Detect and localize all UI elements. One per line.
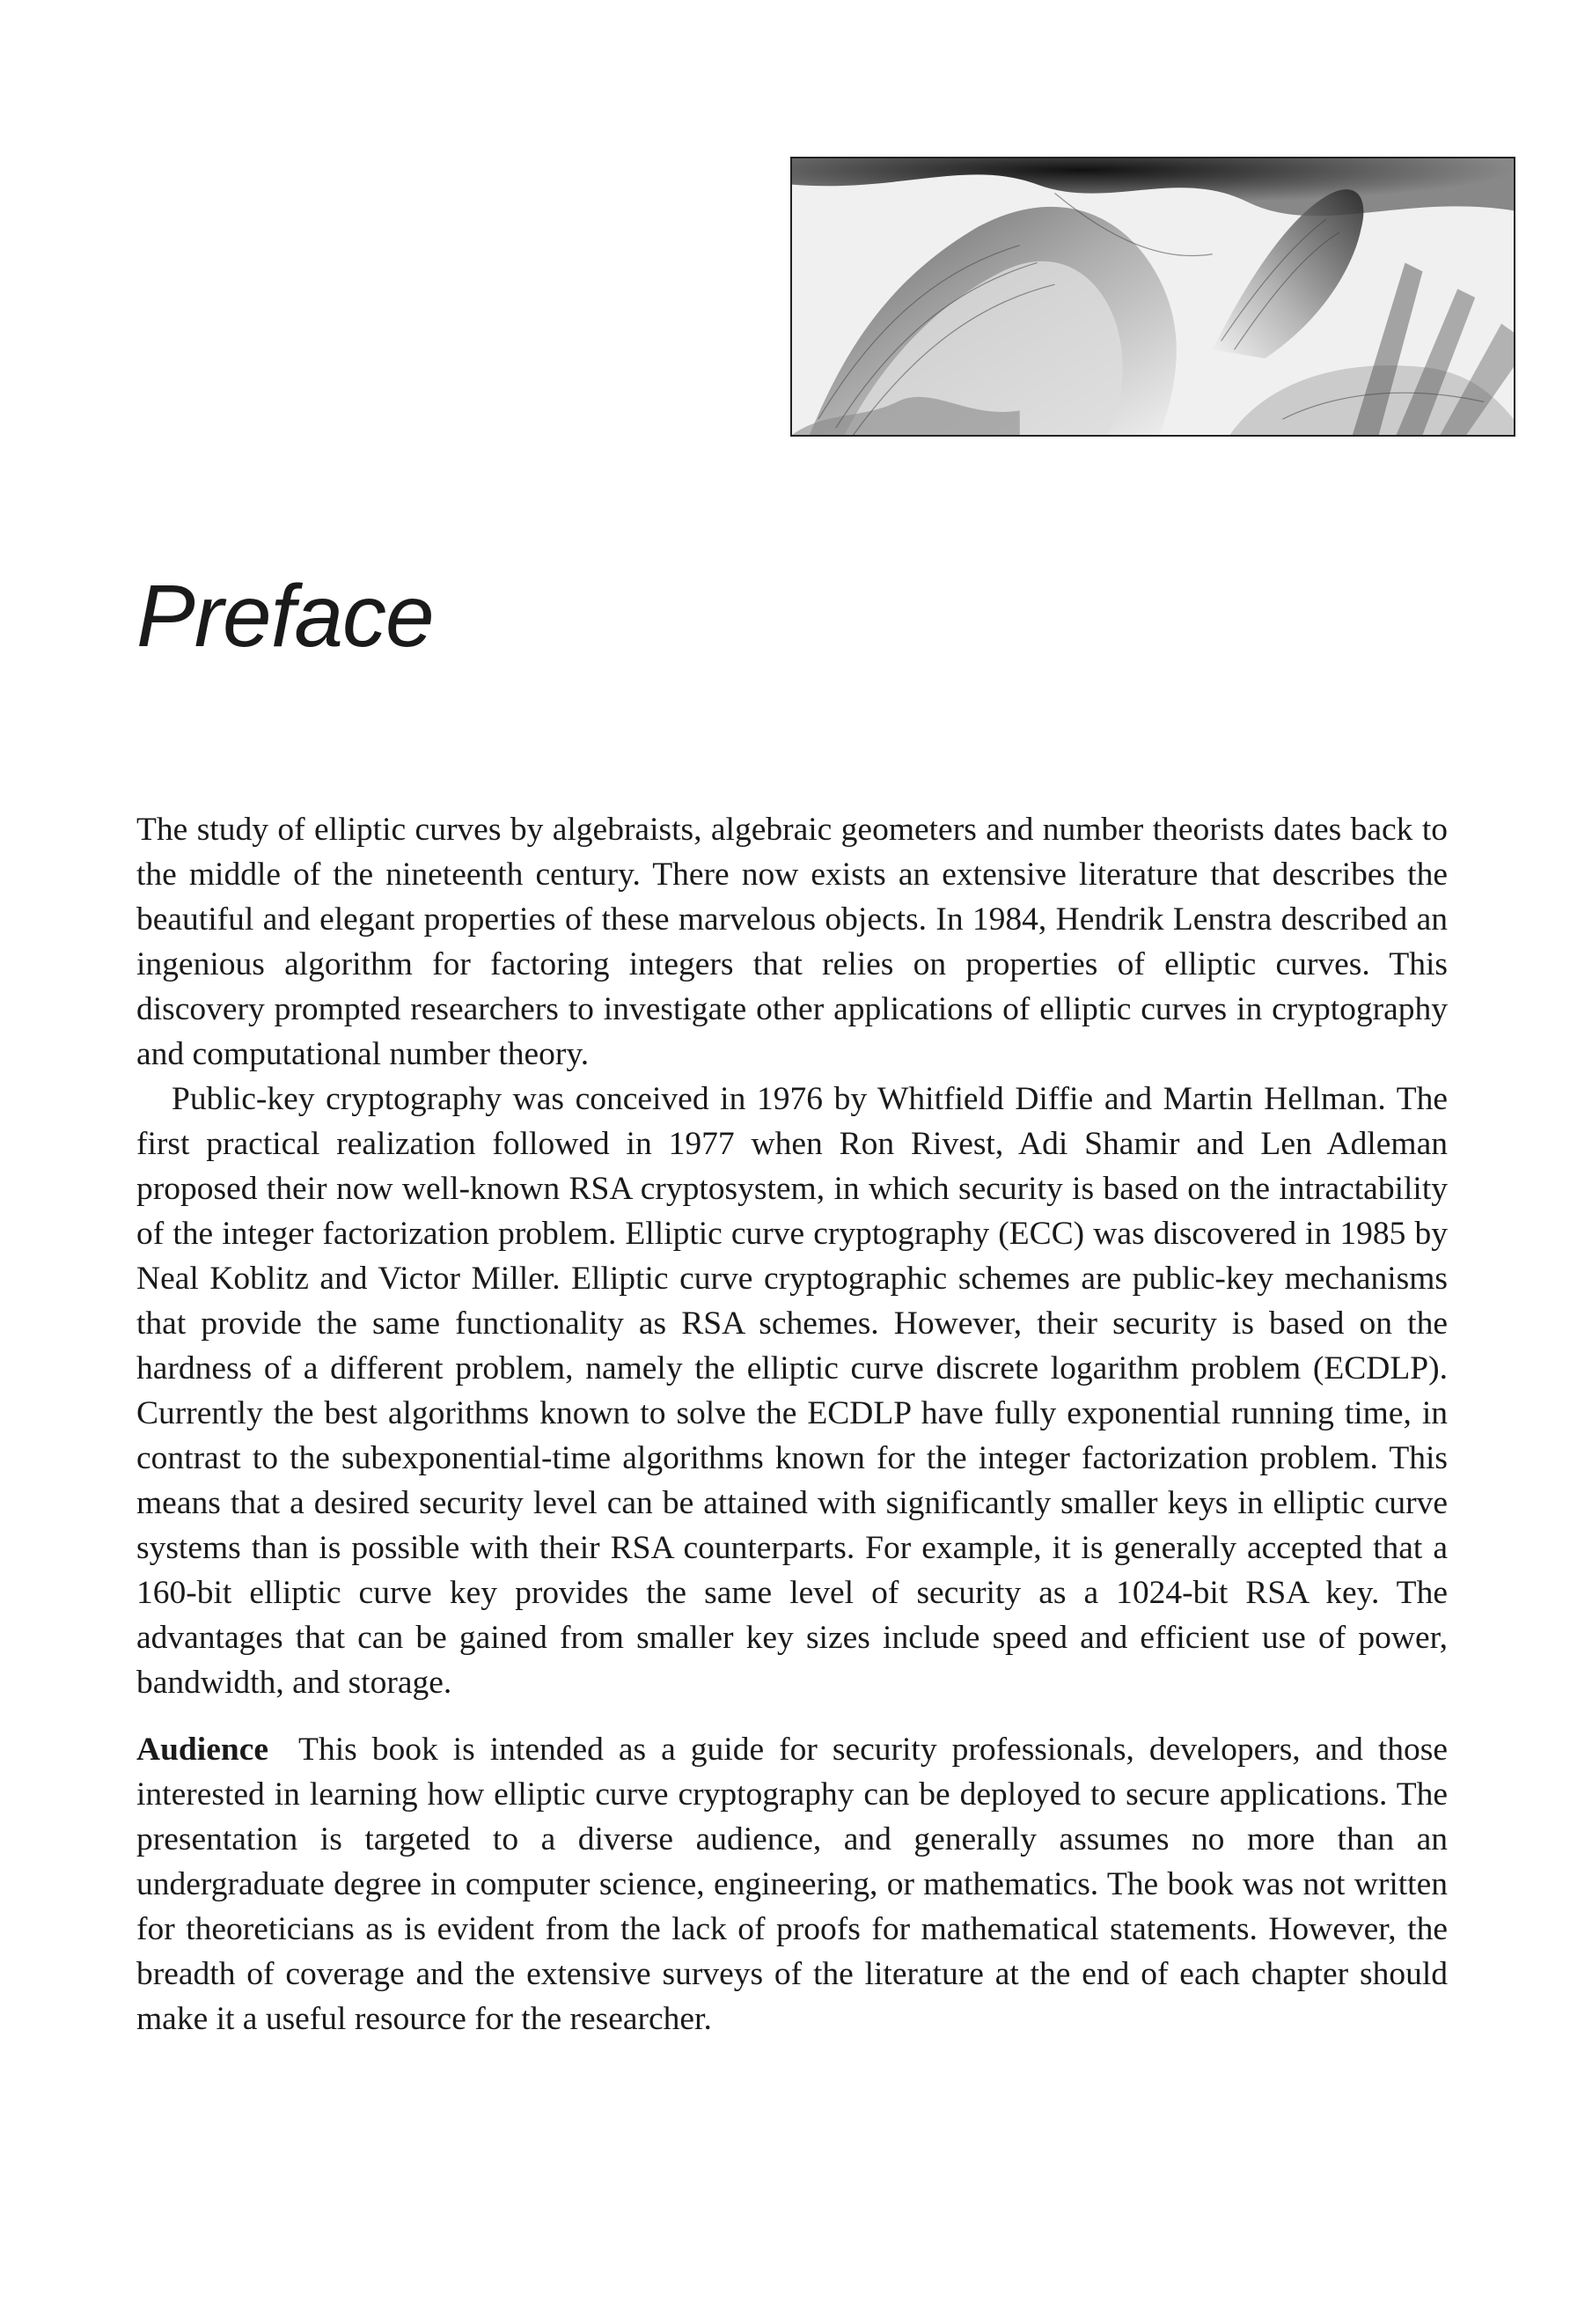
audience-text: This book is intended as a guide for security professionals, developers, and those interested in learning how elliptic curve cryptography can be deployed to secure applications. The presentation is targeted to a diverse audience, and generally assumes no more than an undergraduate degree in computer science, engineering, or mathematics. The book was not written for theoreticians as is evident from the lack of proofs for mathematical statements. However, the breadth of coverage and the extensive surveys of the literature at the end of each chapter should make it a useful resource for the researcher. bbox=[136, 1732, 1448, 2037]
paragraph-1: The study of elliptic curves by algebraists, algebraic geometers and number theorists dates back to the middle of the nineteenth century. There now exists an extensive literature that describes the beautiful and elegant properties of these marvelous objects. In 1984, Hendrik Lenstra described an ingenious algorithm for factoring integers that relies on properties of elliptic curves. This discovery prompted researchers to investigate other applications of elliptic curves in cryptography and computational number theory. bbox=[136, 812, 1448, 1072]
chapter-ornament-illustration bbox=[790, 157, 1515, 437]
audience-paragraph bbox=[136, 1727, 1448, 2041]
audience-heading: Audience bbox=[136, 1732, 268, 1768]
chapter-title: Preface bbox=[136, 567, 434, 666]
ornament-drawing bbox=[792, 158, 1514, 435]
paragraph-2: Public-key cryptography was conceived in 1976 by Whitfield Diffie and Martin Hellman. The first practical realization followed in 1977 when Ron Rivest, Adi Shamir and Len Adleman proposed their now well-known RSA cryptosystem, in which security is based on the intractability of the integer factorization problem. Elliptic curve cryptography (ECC) was discovered in 1985 by Neal Koblitz and Victor Miller. Elliptic curve cryptographic schemes are public-key mechanisms that provide the same functionality as RSA schemes. However, their security is based on the hardness of a different problem, namely the elliptic curve discrete logarithm problem (ECDLP). Currently the best algorithms known to solve the ECDLP have fully exponential running time, in contrast to the subexponential-time algorithms known for the integer factorization problem. This means that a desired security level can be attained with significantly smaller keys in elliptic curve systems than is possible with their RSA counterparts. For example, it is generally accepted that a 160-bit elliptic curve key provides the same level of security as a 1024-bit RSA key. The advantages that can be gained from smaller key sizes include speed and efficient use of power, bandwidth, and storage. bbox=[136, 1081, 1448, 1701]
preface-body bbox=[136, 807, 1448, 2041]
